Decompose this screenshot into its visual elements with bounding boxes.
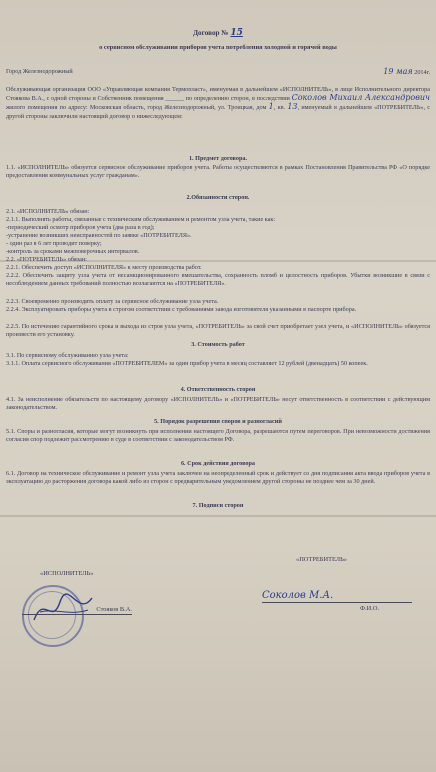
clause: -устранение возникших неисправностей по заявке «ПОТРЕБИТЕЛЯ».	[6, 232, 192, 239]
consumer-signature: Соколов М.А.	[262, 590, 334, 601]
clause: 1.1. «ИСПОЛНИТЕЛЬ» обязуется сервисное обслуживание приборов учета. Работы осуществляются в рамках Постановления Правительства РФ «О порядке предоставления коммунальных услуг гражданам».	[6, 164, 430, 180]
clause: 2.2.3. Своевременно производить оплату за сервисное обслуживание узла учета.	[6, 298, 219, 305]
clause: 2.2.4. Эксплуатировать приборы учета в строгом соответствии с требованиями завода изготовителя указанными в паспорте прибора.	[6, 306, 357, 313]
section-heading: 4. Ответственность сторон	[180, 386, 256, 393]
paper-fold	[0, 515, 436, 517]
contract-subtitle: о сервисном обслуживании приборов учета потребления холодной и горячей воды	[99, 44, 337, 51]
title-text: Договор №	[193, 29, 229, 37]
city-date-line	[6, 68, 430, 77]
section-heading: 6. Срок действия договора	[180, 460, 256, 467]
consumer-signature-line	[262, 590, 412, 603]
section-heading: 2.Обязанности сторон.	[186, 194, 250, 201]
clause: 2.2. «ПОТРЕБИТЕЛЬ» обязан:	[6, 256, 87, 263]
clause: 2.2.2. Обеспечить защиту узла учета от несанкционированного вмешательства, сохранность пломб и целостность приборов. Убытки возникшие в связи с несоблюдением данных требований полностью возлагаются на «ПОТРЕБИТЕЛЯ».	[6, 272, 430, 288]
executor-name-line	[22, 606, 132, 615]
consumer-label: «ПОТРЕБИТЕЛЬ»	[296, 556, 347, 563]
clause: 2.2.1. Обеспечить доступ «ИСПОЛНИТЕЛЯ» к месту производства работ.	[6, 264, 202, 271]
section-heading: 7. Подписи сторон	[192, 502, 244, 509]
section-heading: 3. Стоимость работ	[191, 341, 245, 348]
contract-number: 15	[230, 28, 243, 38]
owner-name-handwritten: Соколов Михаил Александрович	[291, 93, 431, 103]
clause: 4.1. За неисполнение обязательств по настоящему договору «ИСПОЛНИТЕЛЬ» и «ПОТРЕБИТЕЛЬ» несут ответственность в соответствии с действующим законодательством.	[6, 396, 430, 412]
executor-name: Стояков В.А.	[96, 606, 132, 613]
date-handwritten: 19 мая	[383, 67, 413, 76]
section-heading: 5. Порядок разрешения споров и разногласий	[154, 418, 282, 425]
contract-title	[0, 28, 436, 38]
house-number-handwritten: 1	[268, 102, 274, 112]
flat-number-handwritten: 13	[287, 102, 298, 112]
section-heading: 1. Предмет договора.	[188, 155, 248, 162]
clause: 2.2.5. По истечению гарантийного срока и выхода из строя узла учета, «ПОТРЕБИТЕЛЬ» за свой счет приобретает узел учета, и «ИСПОЛНИТЕЛЬ» обязуется произвести его установку.	[6, 323, 430, 339]
clause: 5.1. Споры и разногласия, которые могут возникнуть при исполнении настоящего Договора, разрешаются путем переговоров. При невозможности достижения согласия спор подлежит рассмотрению в суде в соответствии с законодательством РФ.	[6, 428, 430, 444]
clause: 6.1. Договор на техническое обслуживание и ремонт узла учета заключен на неопределенный срок и действует со дня подписания акта ввода приборов учета в эксплуатацию до расторжения договора какой либо из сторон с предварительным уведомлением другой стороны не позднее чем за 30 дней.	[6, 470, 430, 486]
clause: 2.1. «ИСПОЛНИТЕЛЬ» обязан:	[6, 208, 90, 215]
city: Город Железнодорожный	[6, 68, 73, 75]
clause: -периодический осмотр приборов учета (два раза в год);	[6, 224, 155, 231]
executor-label: «ИСПОЛНИТЕЛЬ»	[40, 570, 94, 577]
clause: -контроль за сроками межповерочных интервалов.	[6, 248, 140, 255]
clause: 2.1.1. Выполнять работы, связанные с техническим обслуживанием и ремонтом узла учета, такие как:	[6, 216, 276, 223]
intro-paragraph: Обслуживающая организация ООО «Управляющая компания Термопласт», именуемая в дальнейшем «ИСПОЛНИТЕЛЬ», в лице Исполнительного директора Стоякова В.А., с одной стороны и Собственник помещения ______ по определению сторон, в последствии Соколов Михаил Александрович жилого помещения по адресу: Московская область, город Железнодорожный, ул. Троицкая, дом 1, кв. 13, именуемый в дальнейшем «ПОТРЕБИТЕЛЬ», с другой стороны заключили настоящий договор о нижеследующем:	[6, 86, 431, 120]
clause: 3.1. По сервисному обслуживанию узла учета:	[6, 352, 129, 359]
clause: 3.1.1. Оплата сервисного обслуживания «ПОТРЕБИТЕЛЕМ» за один прибор учета в месяц составляет 12 рублей (двенадцать) 50 копеек.	[6, 360, 368, 367]
date-year: 2014г.	[414, 69, 430, 76]
clause: - один раз в 6 лет проводит поверку;	[6, 240, 102, 247]
consumer-fio-label: Ф.И.О.	[360, 605, 380, 612]
